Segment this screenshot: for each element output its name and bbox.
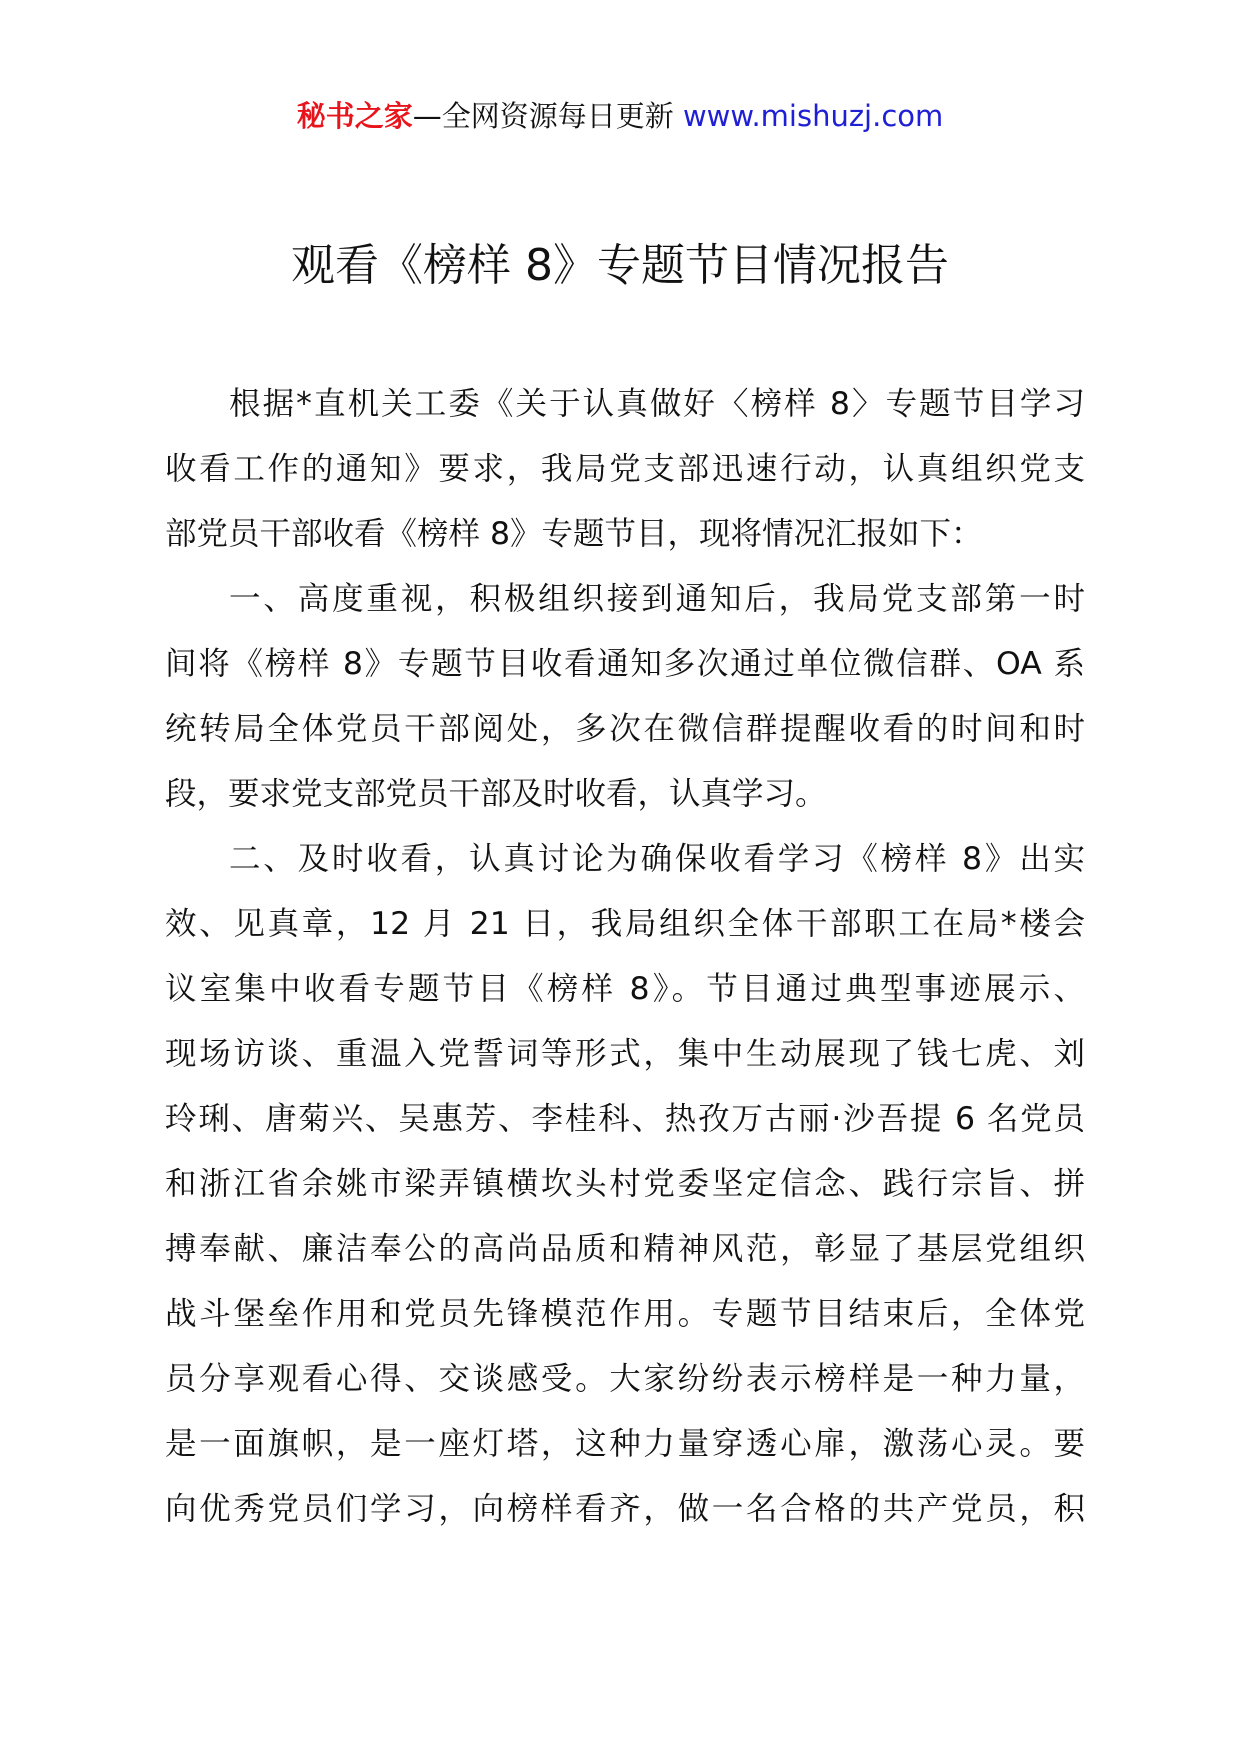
paragraph-line: 现场访谈、重温入党誓词等形式，集中生动展现了钱七虎、刘 [165, 1036, 1085, 1072]
paragraph-line: 搏奉献、廉洁奉公的高尚品质和精神风范，彰显了基层党组织 [165, 1231, 1085, 1267]
paragraph-line: 根据*直机关工委《关于认真做好〈榜样 8〉专题节目学习 [229, 386, 1085, 422]
site-brand: 秘书之家 [296, 99, 413, 133]
site-tagline: —全网资源每日更新 [412, 99, 674, 133]
paragraph-line: 部党员干部收看《榜样 8》专题节目，现将情况汇报如下： [165, 516, 983, 552]
paragraph-line: 议室集中收看专题节目《榜样 8》。节目通过典型事迹展示、 [165, 971, 1085, 1007]
paragraph-line: 效、见真章，12 月 21 日，我局组织全体干部职工在局*楼会 [165, 906, 1085, 942]
paragraph-line: 员分享观看心得、交谈感受。大家纷纷表示榜样是一种力量， [165, 1361, 1085, 1397]
paragraph-line: 一、高度重视，积极组织接到通知后，我局党支部第一时 [229, 581, 1085, 617]
paragraph-line: 战斗堡垒作用和党员先锋模范作用。专题节目结束后，全体党 [165, 1296, 1085, 1332]
paragraph-line: 和浙江省余姚市梁弄镇横坎头村党委坚定信念、践行宗旨、拼 [165, 1166, 1085, 1202]
paragraph-line: 统转局全体党员干部阅处，多次在微信群提醒收看的时间和时 [165, 711, 1085, 747]
document-title: 观看《榜样 8》专题节目情况报告 [291, 240, 949, 291]
paragraph-line: 收看工作的通知》要求，我局党支部迅速行动，认真组织党支 [165, 451, 1085, 487]
site-header [0, 96, 1240, 136]
paragraph-line: 段，要求党支部党员干部及时收看，认真学习。 [165, 776, 827, 812]
paragraph-line: 向优秀党员们学习，向榜样看齐，做一名合格的共产党员，积 [165, 1491, 1085, 1527]
paragraph-line: 玲琍、唐菊兴、吴惠芳、李桂科、热孜万古丽·沙吾提 6 名党员 [165, 1101, 1085, 1137]
paragraph-line: 是一面旗帜，是一座灯塔，这种力量穿透心扉，激荡心灵。要 [165, 1426, 1085, 1462]
paragraph-line: 间将《榜样 8》专题节目收看通知多次通过单位微信群、OA 系 [165, 646, 1085, 682]
paragraph-line: 二、及时收看，认真讨论为确保收看学习《榜样 8》出实 [229, 841, 1085, 877]
document-body [165, 372, 1085, 1542]
site-url-link[interactable]: www.mishuzj.com [682, 99, 944, 133]
